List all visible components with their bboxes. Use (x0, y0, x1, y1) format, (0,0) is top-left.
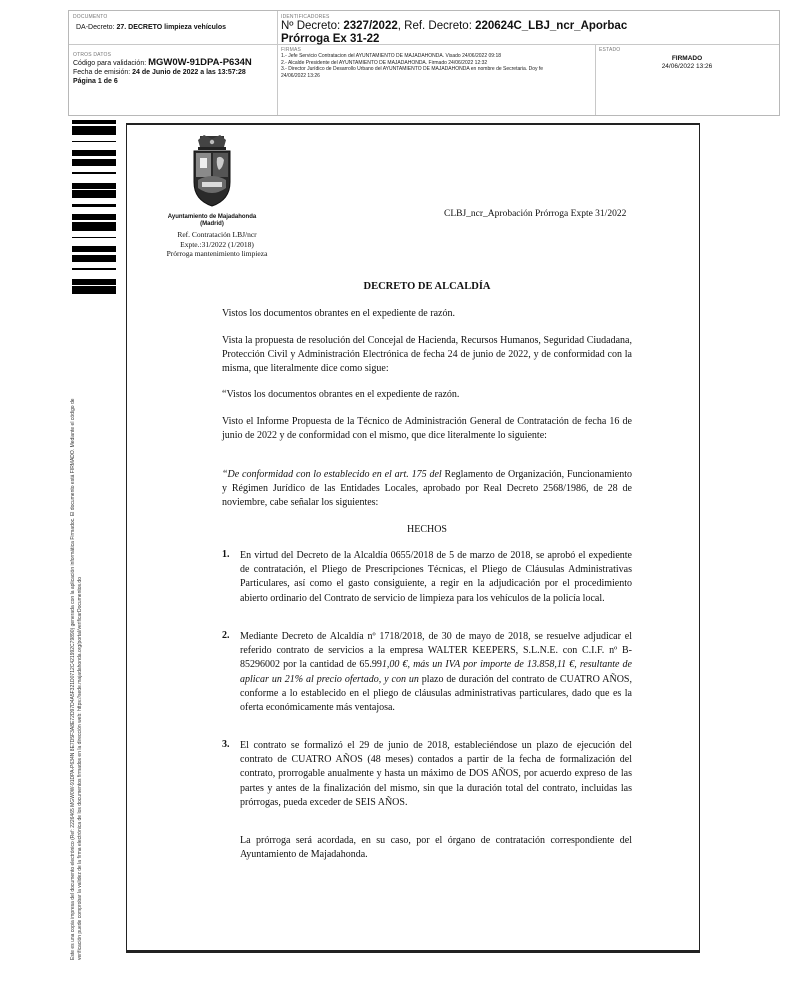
barcode-bar (72, 129, 116, 130)
barcode-bar (72, 246, 116, 249)
codigo-validacion: Código para validación: MGW0W-91DPA-P634N (73, 57, 252, 68)
firma-line: 3.- Director Jurídico de Desarrollo Urbano del AYUNTAMIENTO DE MAJADAHONDA en nombre de Secretaria. Doy fe (281, 66, 544, 72)
barcode-bar (72, 280, 116, 282)
firmas-label: FIRMAS (281, 47, 302, 53)
barcode-bar (72, 172, 116, 174)
barcode-bar (72, 219, 116, 220)
identificadores-cell (277, 11, 779, 45)
validation-barcode (72, 120, 116, 296)
barcode-bar (72, 126, 116, 129)
barcode-bar (72, 237, 116, 238)
barcode-bar (72, 154, 116, 156)
estado-value: FIRMADO 24/06/2022 13:26 (661, 55, 713, 70)
barcode-bar (72, 256, 116, 258)
firma-line: 24/06/2022 13:26 (281, 72, 320, 79)
barcode-bar (72, 261, 116, 262)
majadahonda-coat-of-arms (186, 134, 238, 208)
hechos-heading: HECHOS (406, 524, 447, 535)
barcode-bar (72, 196, 116, 198)
paragraph-quote-vistos: “Vistos los documentos obrantes en el expediente de razón. (222, 389, 460, 400)
barcode-bar (72, 141, 116, 142)
barcode-bar (72, 190, 116, 192)
paragraph-propuesta: Vista la propuesta de resolución del Concejal de Hacienda, Recursos Humanos, Seguridad Ciudadana, Protección Civil y Administración Electrónica de fecha 24 de junio de 2022, y de conformidad con la misma, que literalmente dice como sigue: (222, 335, 632, 375)
barcode-bar (72, 216, 116, 219)
otros-datos-cell (69, 44, 278, 115)
barcode-bar (72, 288, 116, 291)
hecho-item-3: El contrato se formalizó el 29 de junio de 2018, estableciéndose un plazo de ejecución del contrato de CUATRO AÑOS (48 meses) contados a partir de la fecha de formalización del contrato, prorrogable anualmente y hasta un máximo de DOS AÑOS, por acuerdo expreso de las partes y antes de la finalización del mismo, sin que la duración total del contrato, incluidas las prórrogas, pueda exceder de SEIS AÑOS. (240, 740, 632, 808)
side-note-line: Este es una copia impresa del documento electrónico (Ref: 2226465 MGW0W-91DPA-P634N 8E7D5F3A8E72D97D4A5F321D0712C421992C79890) generada con la aplicación informática Firmadoc. El documento está FIRMADO. Mediante el código de (70, 398, 76, 960)
barcode-bar (72, 279, 116, 280)
barcode-bar (72, 225, 116, 226)
barcode-bar (72, 292, 116, 294)
firma-line: 2.- Alcalde Presidente del AYUNTAMIENTO DE MAJADAHONDA. Firmado 24/06/2022 12:32 (281, 59, 488, 66)
paragraph-vistos: Vistos los documentos obrantes en el expediente de razón. (222, 308, 455, 319)
barcode-bar (72, 255, 116, 256)
barcode-bar (72, 162, 116, 165)
estado-label: ESTADO (599, 47, 621, 53)
barcode-bar (72, 222, 116, 225)
hecho-item-1: En virtud del Decreto de la Alcaldía 0655/2018 de 5 de marzo de 2018, se aprobó el expediente de contratación, el Pliego de Prescripciones Técnicas, el Pliego de Cláusulas Administrativas Particulares, así como el gasto consiguiente, a regir en la adjudicación por el procedimiento abierto ordinario del Contrato de servicio de limpieza para los vehículos de la policía local. (240, 550, 632, 604)
paragraph-conformidad: “De conformidad con lo establecido en el art. 175 del Reglamento de Organización, Funcionamiento y Régimen Jurídico de las Entidades Locales, aprobado por Real Decreto 2568/1986, de 28 de noviembre, cabe señalar los siguientes: (222, 469, 632, 509)
documento-cell (69, 11, 278, 45)
barcode-bar (72, 195, 116, 196)
hecho-item-2: Mediante Decreto de Alcaldía nº 1718/2018, de 30 de mayo de 2018, se resuelve adjudicar el referido contrato de servicios a la empresa WALTER KEEPERS, S.L.N.E. con C.I.F. nº B-85296002 por la cantidad de 65.991,00 €, más un IVA por importe de 13.858,11 €, resultante de aplicar un 21% al precio ofertado, y con un plazo de duración del contrato de CUATRO AÑOS, conforme a lo establecido en el pliego de cláusulas administrativas particulares, dado que es la oferta económicamente más ventajosa. (240, 631, 632, 714)
barcode-bar (72, 123, 116, 124)
barcode-bar (72, 204, 116, 207)
firmas-cell (277, 44, 596, 115)
barcode-bar (72, 160, 116, 162)
barcode-bar (72, 184, 116, 186)
document-metadata-header (68, 10, 780, 116)
barcode-bar (72, 286, 116, 288)
verification-side-note (70, 300, 83, 960)
barcode-bar (72, 132, 116, 135)
identificadores-label: IDENTIFICADORES (281, 14, 330, 20)
barcode-bar (72, 282, 116, 285)
item-number: 3. (222, 739, 230, 750)
hecho-item-3-prorroga: La prórroga será acordada, en su caso, por el órgano de contratación correspondiente del Ayuntamiento de Majadahonda. (240, 835, 632, 861)
item-number: 1. (222, 549, 230, 560)
firma-line: 1.- Jefe Servicio Contratacion del AYUNTAMIENTO DE MAJADAHONDA. Visado 24/06/2022 09:18 (281, 53, 502, 59)
barcode-bar (72, 268, 116, 270)
decreto-identifier: Nº Decreto: 2327/2022, Ref. Decreto: 220624C_LBJ_ncr_Aporbac Prórroga Ex 31-22 (281, 20, 628, 45)
barcode-bar (72, 192, 116, 195)
otros-datos-label: OTROS DATOS (73, 52, 112, 58)
documento-value: DA-Decreto: 27. DECRETO limpieza vehículos (76, 24, 227, 31)
barcode-bar (72, 159, 116, 160)
side-note-line: verificación puede comprobar la validez de la firma electrónica de los documentos firmados en la dirección web: https://sede.majadahonda.org/portal/verificarDocumentos.do (76, 577, 83, 960)
barcode-bar (72, 153, 116, 154)
barcode-bar (72, 291, 116, 292)
ayuntamiento-name: Ayuntamiento de Majadahonda (Madrid) (167, 214, 257, 227)
paragraph-informe: Visto el Informe Propuesta de la Técnico de Administración General de Contratación de fecha 16 de junio de 2022 y de conformidad con el mismo, que dice literalmente lo siguiente: (222, 416, 632, 442)
pagina-indicator: Página 1 de 6 (73, 78, 118, 85)
fecha-emision: Fecha de emisión: 24 de Junio de 2022 a las 13:57:28 (73, 69, 246, 76)
barcode-bar (72, 183, 116, 184)
barcode-bar (72, 258, 116, 261)
documento-label: DOCUMENTO (73, 14, 108, 20)
barcode-bar (72, 250, 116, 252)
barcode-bar (72, 228, 116, 231)
contratacion-reference: Ref. Contratación LBJ/ncr Expte.:31/2022 (1/2018) Prórroga mantenimiento limpieza (166, 230, 268, 258)
barcode-bar (72, 120, 116, 123)
item-number: 2. (222, 630, 230, 641)
barcode-bar (72, 249, 116, 250)
decree-title: DECRETO DE ALCALDÍA (363, 281, 491, 292)
barcode-bar (72, 214, 116, 216)
estado-cell (595, 44, 779, 115)
expediente-reference: CLBJ_ncr_Aprobación Prórroga Expte 31/2022 (444, 209, 627, 219)
barcode-bar (72, 130, 116, 132)
barcode-bar (72, 150, 116, 153)
barcode-bar (72, 165, 116, 166)
barcode-bar (72, 186, 116, 189)
barcode-bar (72, 226, 116, 228)
